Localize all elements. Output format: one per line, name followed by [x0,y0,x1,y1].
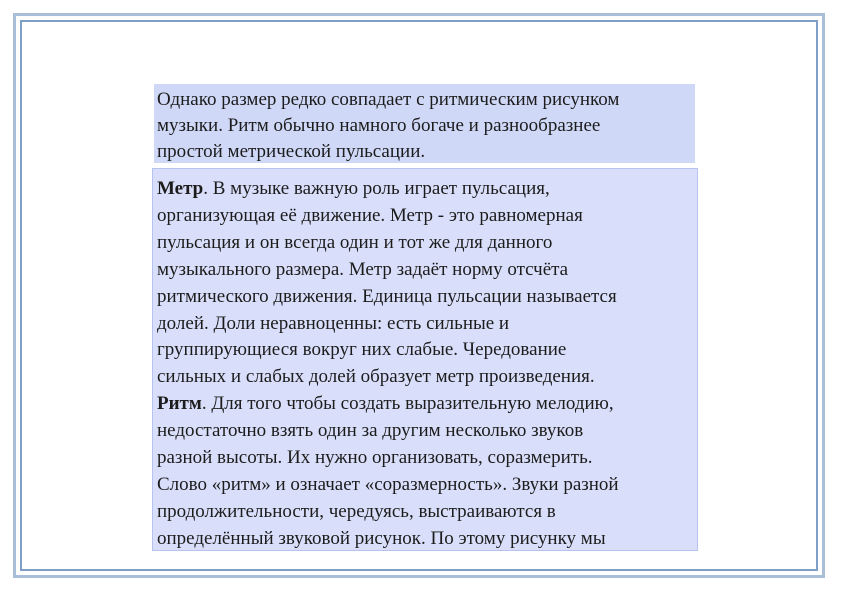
main-line: долей. Доли неравноценны: есть сильные и [157,312,510,334]
main-line: организующая её движение. Метр - это равномерная [157,204,583,226]
intro-line: Однако размер редко совпадает с ритмическим рисунком [157,89,620,110]
main-line: группирующиеся вокруг них слабые. Чередование [157,339,567,361]
meter-term: Метр [157,178,204,199]
main-line: Слово «ритм» и означает «соразмерность». Звуки разной [157,473,619,495]
main-line: определённый звуковой рисунок. По этому рисунку мы [157,527,606,549]
main-line: ритмического движения. Единица пульсации называется [157,285,617,307]
main-line: сильных и слабых долей образует метр произведения. [157,366,595,388]
rhythm-paragraph-line [157,391,693,418]
main-line: пульсация и он всегда один и тот же для данного [157,231,553,253]
rhythm-term: Ритм [157,393,202,415]
main-line: музыкального размера. Метр задаёт норму отсчёта [157,258,569,280]
main-line: продолжительности, чередуясь, выстраиваются в [157,500,556,522]
meter-paragraph-line [157,176,693,203]
main-text-box [152,168,698,551]
intro-line: простой метрической пульсации. [157,141,426,162]
intro-text-box [154,84,695,163]
main-line: недостаточно взять один за другим несколько звуков [157,420,584,442]
meter-line-rest: . В музыке важную роль играет пульсация, [203,178,550,199]
main-line: разной высоты. Их нужно организовать, соразмерить. [157,447,593,469]
rhythm-line-rest: . Для того чтобы создать выразительную мелодию, [201,393,614,415]
intro-line: музыки. Ритм обычно намного богаче и разнообразнее [157,115,601,136]
